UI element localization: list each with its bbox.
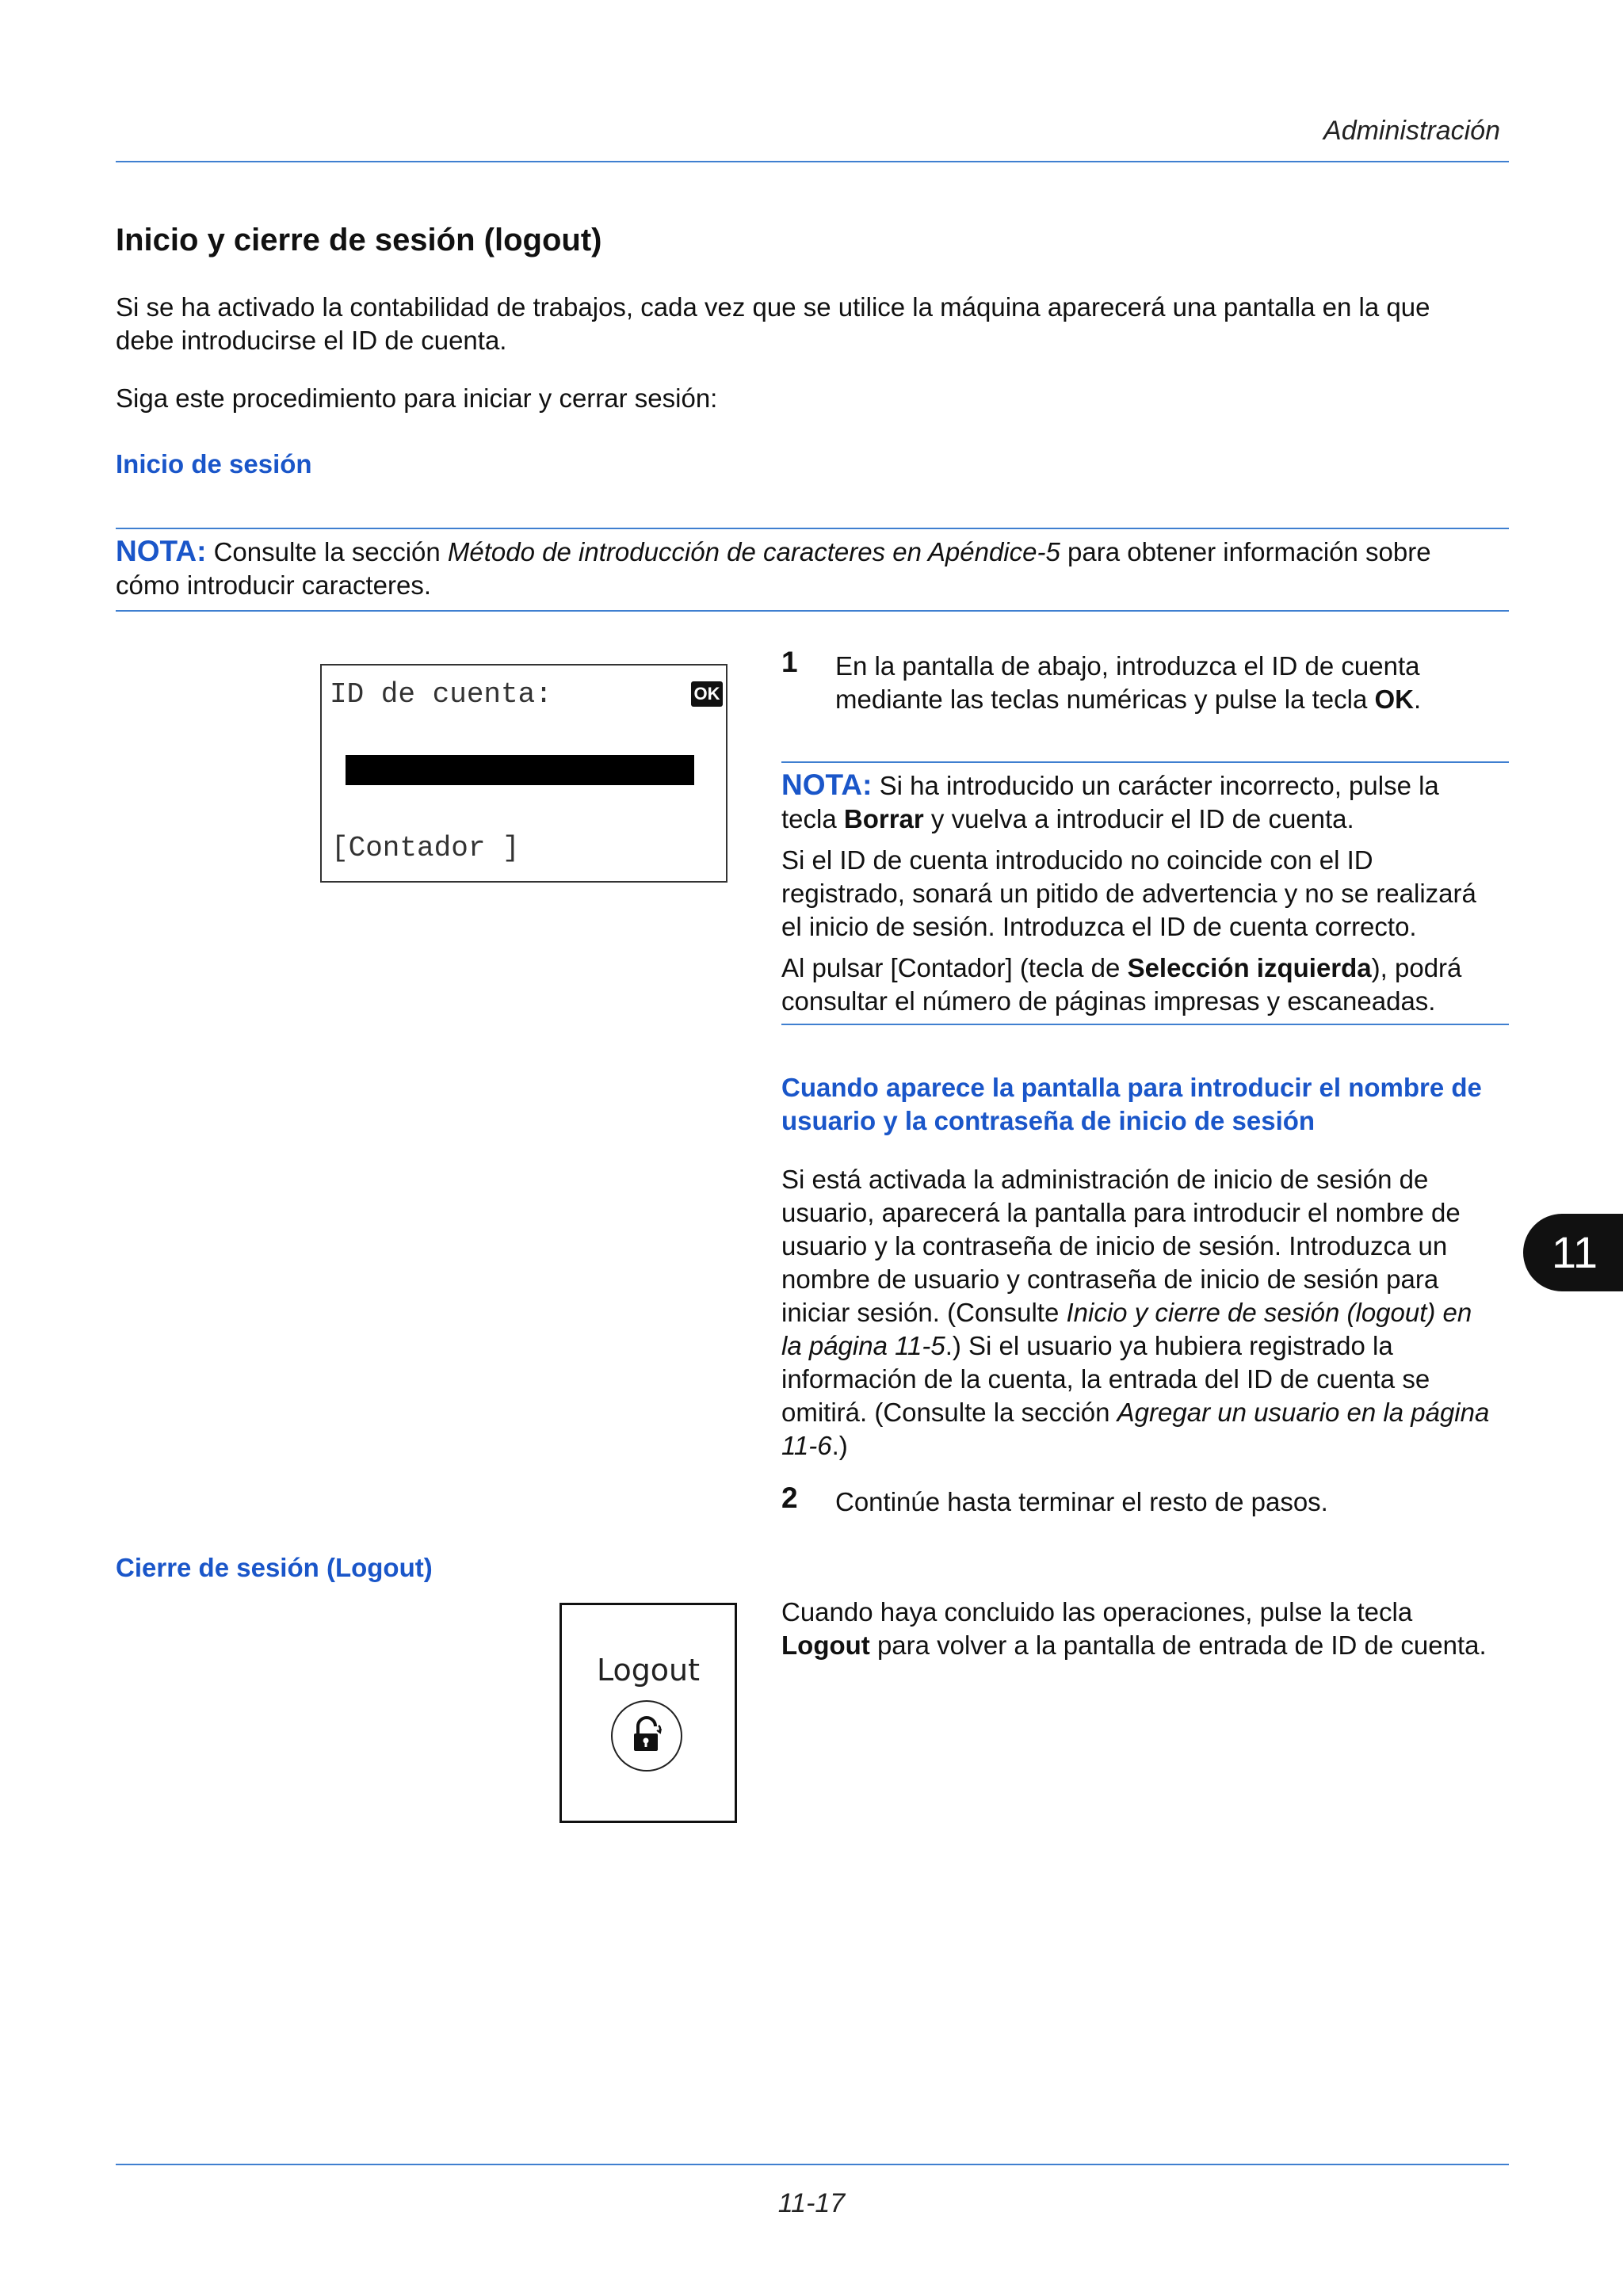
cross-reference-link: 11-6 (781, 1431, 832, 1460)
page-number: 11-17 (777, 2188, 846, 2218)
note1-bottom-rule (116, 610, 1509, 612)
lcd-input-field (346, 755, 694, 785)
note1-top-rule (116, 528, 1509, 529)
running-header: Administración (1323, 116, 1500, 146)
chapter-tab: 11 (1523, 1214, 1623, 1291)
logout-key (559, 1603, 737, 1823)
intro-paragraph (116, 291, 1542, 357)
page-title: Inicio y cierre de sesión (logout) (116, 223, 602, 257)
step1-text: En la pantalla de abajo, introduzca el ID de cuenta mediante las teclas numéricas y pulse la tecla OK. (835, 651, 1422, 714)
intro-procedure: Siga este procedimiento para iniciar y cerrar sesión: (116, 383, 718, 413)
logout-text: Cuando haya concluido las operaciones, pulse la tecla Logout para volver a la pantalla de entrada de ID de cuenta. (781, 1597, 1487, 1660)
intro-line: debe introducirse el ID de cuenta. (116, 326, 507, 355)
user-login-paragraph: Si está activada la administración de inicio de sesión de usuario, aparecerá la pantalla para introducir el nombre de usuario y la contraseña de inicio de sesión. Introduzca un nombre de usuario y contraseña de inicio de sesión para iniciar sesión. (Consulte Inicio y cierre de sesión (logout) en la página 11-5.) Si el usuario ya hubiera registrado la información de la cuenta, la entrada del ID de cuenta se omitirá. (Consulte la sección Agregar un usuario en la página 11-6.) (781, 1165, 1490, 1460)
step-number: 1 (781, 646, 798, 678)
step2-text: Continúe hasta terminar el resto de pasos. (835, 1487, 1328, 1516)
logout-heading: Cierre de sesión (Logout) (116, 1553, 433, 1582)
cross-reference-link: la página 11-5 (781, 1331, 945, 1360)
intro-line: Si se ha activado la contabilidad de trabajos, cada vez que se utilice la máquina aparecerá una pantalla en la que (116, 292, 1430, 322)
unlock-icon (611, 1700, 682, 1772)
step-number: 2 (781, 1482, 798, 1514)
ok-icon: OK (691, 681, 723, 707)
header-rule (116, 161, 1509, 162)
note1: NOTA: Consulte la sección Método de introducción de caracteres en Apéndice-5 para obtener información sobre cómo introducir caracteres. (116, 535, 1431, 600)
footer-rule (116, 2164, 1509, 2165)
note-reference: Método de introducción de caracteres en Apéndice-5 (447, 537, 1060, 566)
note2: NOTA: Si ha introducido un carácter incorrecto, pulse la tecla Borrar y vuelva a introducir el ID de cuenta. Si el ID de cuenta introducido no coincide con el ID registrado, sonará un pitido de advertencia y no se realizará el inicio de sesión. Introduzca el ID de cuenta correcto. Al pulsar [Contador] (tecla de Selección izquierda), podrá consultar el número de páginas impresas y escaneadas. (781, 769, 1476, 1016)
logout-key-label: Logout (596, 1653, 701, 1688)
cross-reference-link: Inicio y cierre de sesión (logout) en (1066, 1298, 1472, 1327)
cross-reference-link: Agregar un usuario en la página (1117, 1398, 1490, 1427)
lcd-label: ID de cuenta: (330, 678, 552, 711)
note-label: NOTA: (781, 769, 873, 801)
note-label: NOTA: (116, 535, 207, 567)
lcd-screen (320, 664, 727, 883)
lcd-soft-key: [Contador ] (331, 832, 520, 864)
note2-bottom-rule (781, 1024, 1509, 1025)
user-login-subheading: Cuando aparece la pantalla para introducir el nombre de usuario y la contraseña de inicio de sesión (781, 1073, 1482, 1135)
note2-top-rule (781, 761, 1509, 763)
login-heading: Inicio de sesión (116, 449, 312, 479)
